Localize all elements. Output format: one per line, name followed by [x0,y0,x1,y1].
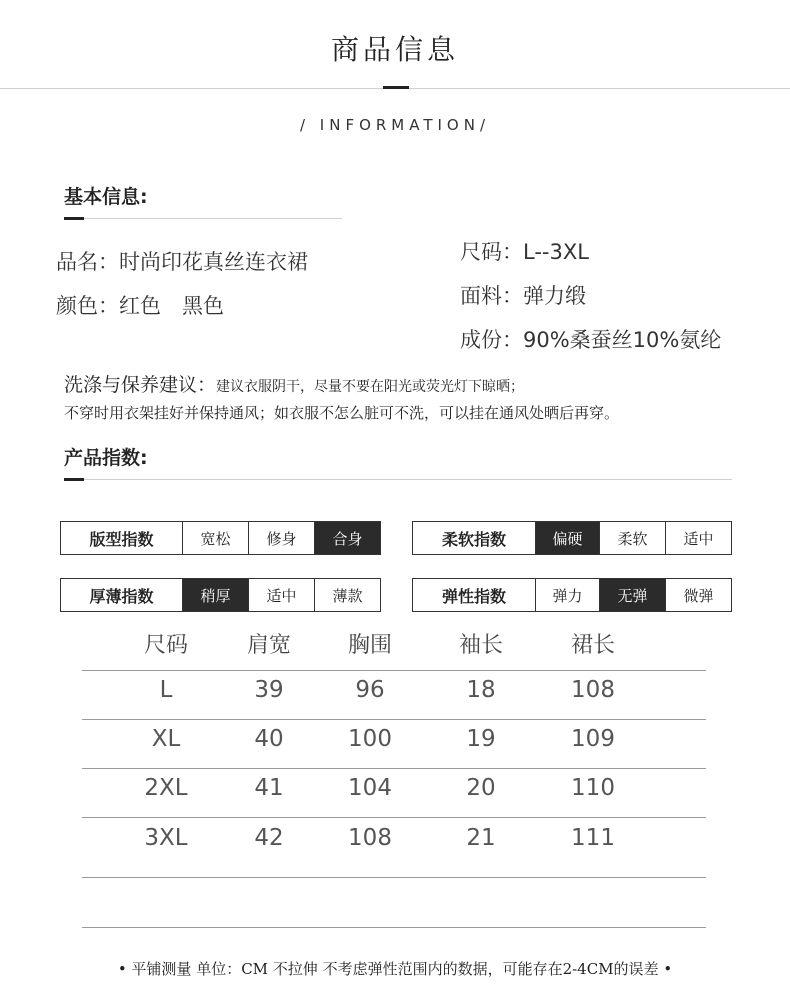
size-cell: 20 [466,775,496,801]
index-option: 弹力 [535,579,599,611]
basic-info-underline [64,218,342,219]
header-accent-dash [383,86,409,89]
table-row [82,769,706,818]
care-line-2: 不穿时用衣架挂好并保持通风；如衣服不怎么脏可不洗，可以挂在通风处晒后再穿。 [64,404,620,422]
index-table-fit [60,521,381,555]
product-index-dash [64,478,84,481]
page-title: 商品信息 [330,33,459,66]
size-cell: XL [151,726,181,752]
table-divider [82,927,706,928]
size-cell: 100 [348,726,392,752]
table-row [82,671,706,720]
index-option-selected: 偏硬 [535,522,599,554]
index-option: 薄款 [314,579,380,611]
size-cell: 104 [348,775,392,801]
care-text-1: 建议衣服阴干，尽量不要在阳光或荧光灯下晾晒； [216,379,525,395]
index-option: 适中 [248,579,314,611]
size-cell: 3XL [144,825,188,851]
index-option-selected: 无弹 [599,579,665,611]
index-table-thickness [60,578,381,612]
size-cell: L [159,677,173,703]
product-name: 品名：时尚印花真丝连衣裙 [56,250,308,274]
table-row [82,819,706,868]
size-cell: 21 [466,825,496,851]
product-composition: 成份：90%桑蚕丝10%氨纶 [460,328,722,352]
index-table-elasticity [412,578,732,612]
index-option: 宽松 [182,522,248,554]
index-table-softness [412,521,732,555]
index-name: 柔软指数 [441,529,506,549]
size-cell: 42 [254,825,284,851]
size-cell: 109 [571,726,615,752]
size-cell: 108 [571,677,615,703]
table-row [82,720,706,769]
product-index-underline [64,479,732,480]
product-size-range: 尺码：L--3XL [460,240,589,264]
index-option: 柔软 [599,522,665,554]
index-option: 修身 [248,522,314,554]
size-table-header [82,622,706,671]
size-cell: 41 [254,775,284,801]
index-name: 版型指数 [89,529,154,549]
index-option: 微弹 [665,579,731,611]
basic-info-title: 基本信息: [64,186,148,208]
size-header-cell: 胸围 [347,633,393,658]
index-option: 适中 [665,522,731,554]
size-cell: 96 [355,677,385,703]
size-header-cell: 裙长 [570,633,616,658]
care-line-1 [64,370,524,397]
table-divider [82,877,706,878]
size-cell: 19 [466,726,496,752]
size-cell: 111 [571,825,615,851]
size-header-cell: 袖长 [458,633,504,658]
size-cell: 39 [254,677,284,703]
size-cell: 2XL [144,775,188,801]
table-divider [82,817,706,818]
size-cell: 40 [254,726,284,752]
product-index-title: 产品指数: [64,447,148,469]
product-color: 颜色：红色 黑色 [56,294,224,318]
size-cell: 18 [466,677,496,703]
care-label: 洗涤与保养建议： [64,374,217,396]
measurement-note: • 平铺测量 单位：CM 不拉伸 不考虑弹性范围内的数据，可能存在2-4CM的误差 • [117,960,673,978]
index-name: 弹性指数 [441,586,506,606]
product-fabric: 面料：弹力缎 [460,284,586,308]
size-header-cell: 肩宽 [246,633,292,658]
page-subtitle: / INFORMATION/ [299,116,491,134]
index-option-selected: 合身 [314,522,380,554]
index-option-selected: 稍厚 [182,579,248,611]
size-cell: 110 [571,775,615,801]
basic-info-dash [64,217,84,220]
size-cell: 108 [348,825,392,851]
index-name: 厚薄指数 [89,586,154,606]
size-header-cell: 尺码 [143,633,189,658]
